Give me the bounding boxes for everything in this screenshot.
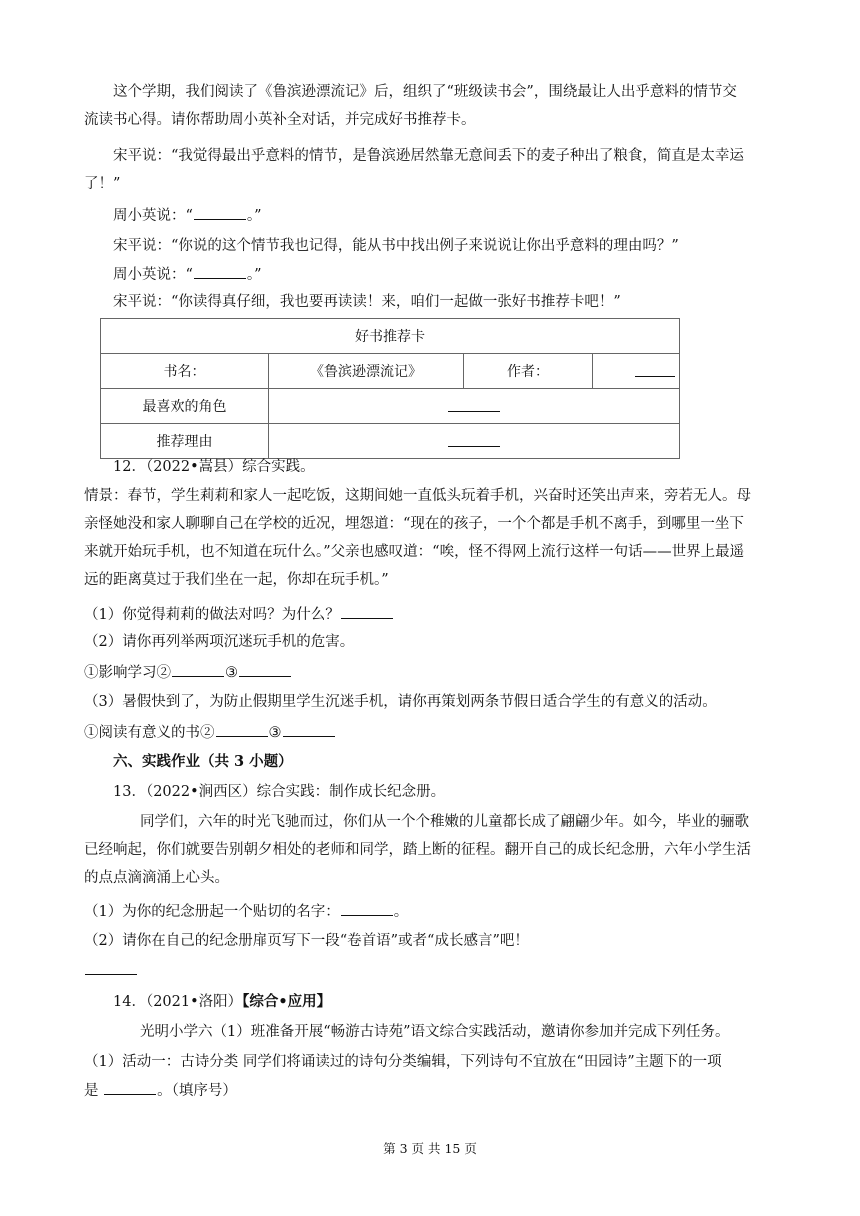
dialogue-line [113, 205, 262, 226]
sub-question: （1）活动一：古诗分类 同学们将诵读过的诗句分类编辑，下列诗句不宜放在“田园诗”主题下的一项 [84, 1054, 722, 1070]
sub-question-text: ③ [268, 725, 282, 741]
question-type: 【综合•应用】 [242, 993, 332, 1010]
dialogue-text: 。” [246, 208, 262, 224]
section-heading: 六、实践作业（共 3 小题） [113, 753, 293, 770]
book-recommendation-card [100, 318, 680, 459]
sub-question-text: 。（填序号） [157, 1083, 237, 1099]
paragraph-line: 同学们，六年的时光飞驰而过，你们从一个个稚嫩的儿童都长成了翩翩少年。如今，毕业的骊歌 [140, 814, 749, 830]
dialogue-text: 。” [246, 267, 262, 283]
sub-question-text: （1）你觉得莉莉的做法对吗？为什么？ [84, 607, 340, 623]
paragraph-line: 流读书心得。请你帮助周小英补全对话，并完成好书推荐卡。 [84, 112, 476, 128]
answer-line [84, 960, 138, 981]
answer-blank[interactable] [341, 604, 393, 619]
dialogue-text: 周小英说：“ [113, 267, 193, 283]
page-footer: 第 3 页 共 15 页 [383, 1141, 477, 1156]
question-source: 14．（2021•洛阳） [113, 994, 243, 1010]
author-cell [593, 354, 680, 389]
paragraph-line: 光明小学六（1）班准备开展“畅游古诗苑”语文综合实践活动，邀请你参加并完成下列任务。 [140, 1024, 730, 1040]
sub-question: （3）暑假快到了，为防止假期里学生沉迷手机，请你再策划两条节假日适合学生的有意义的活动。 [84, 694, 717, 710]
sub-question [84, 722, 336, 743]
answer-blank[interactable] [283, 722, 335, 737]
dialogue-text: 周小英说：“ [113, 208, 193, 224]
favorite-role-cell [269, 389, 680, 424]
reason-label: 推荐理由 [101, 424, 269, 459]
dialogue-line: 了！” [84, 176, 121, 192]
question-heading [113, 992, 331, 1012]
reason-blank[interactable] [448, 432, 500, 447]
author-label: 作者： [464, 354, 593, 389]
sub-question-text: （1）为你的纪念册起一个贴切的名字： [84, 904, 340, 920]
reason-cell [269, 424, 680, 459]
dialogue-line: 宋平说：“你说的这个情节我也记得，能从书中找出例子来说说让你出乎意料的理由吗？” [113, 238, 679, 254]
sub-question: （2）请你在自己的纪念册扉页写下一段“卷首语”或者“成长感言”吧！ [84, 933, 529, 949]
book-name-label: 书名： [101, 354, 269, 389]
dialogue-line [113, 264, 262, 285]
question-heading: 12．（2022•嵩县）综合实践。 [113, 459, 315, 475]
dialogue-line: 宋平说：“你读得真仔细，我也要再读读！来，咱们一起做一张好书推荐卡吧！” [113, 294, 621, 310]
paragraph-line: 已经响起，你们就要告别朝夕相处的老师和同学，踏上断的征程。翻开自己的成长纪念册，六年小学生活 [84, 842, 751, 858]
dialogue-line: 宋平说：“我觉得最出乎意料的情节，是鲁滨逊居然靠无意间丢下的麦子种出了粮食，简直是太幸运 [113, 148, 744, 164]
answer-blank[interactable] [216, 722, 268, 737]
answer-blank[interactable] [341, 901, 393, 916]
sub-question-text: ①阅读有意义的书② [84, 725, 215, 741]
favorite-role-label: 最喜欢的角色 [101, 389, 269, 424]
paragraph-line: 来就开始玩手机，也不知道在玩什么。”父亲也感叹道：“唉，怪不得网上流行这样一句话——世界上最遥 [84, 544, 745, 560]
sub-question-text: 。 [393, 904, 409, 920]
answer-blank[interactable] [104, 1080, 156, 1095]
sub-question [84, 1080, 237, 1101]
sub-question [84, 901, 408, 922]
sub-question [84, 604, 394, 625]
question-heading: 13．（2022•涧西区）综合实践：制作成长纪念册。 [113, 784, 446, 800]
paragraph-line: 这个学期，我们阅读了《鲁滨逊漂流记》后，组织了“班级读书会”，围绕最让人出乎意料的情节交 [113, 84, 737, 100]
answer-blank[interactable] [85, 960, 137, 975]
answer-blank[interactable] [194, 264, 246, 279]
card-title: 好书推荐卡 [101, 319, 680, 354]
paragraph-line: 的点点滴滴涌上心头。 [84, 870, 229, 886]
paragraph-line: 远的距离莫过于我们坐在一起，你却在玩手机。” [84, 572, 389, 588]
sub-question: （2）请你再列举两项沉迷玩手机的危害。 [84, 634, 355, 650]
favorite-role-blank[interactable] [448, 397, 500, 412]
sub-question [84, 662, 292, 683]
answer-blank[interactable] [194, 205, 246, 220]
paragraph-line: 情景：春节，学生莉莉和家人一起吃饭，这期间她一直低头玩着手机，兴奋时还笑出声来，旁若无人。母 [84, 488, 751, 504]
paragraph-line: 亲怪她没和家人聊聊自己在学校的近况，埋怨道：“现在的孩子，一个个都是手机不离手，到哪里一坐下 [84, 516, 744, 532]
sub-question-text: ③ [225, 665, 238, 681]
answer-blank[interactable] [172, 662, 224, 677]
book-name-value: 《鲁滨逊漂流记》 [269, 354, 464, 389]
sub-question-text: ①影响学习② [84, 665, 171, 681]
answer-blank[interactable] [239, 662, 291, 677]
author-blank[interactable] [635, 362, 675, 377]
sub-question-text: 是 [84, 1083, 104, 1099]
